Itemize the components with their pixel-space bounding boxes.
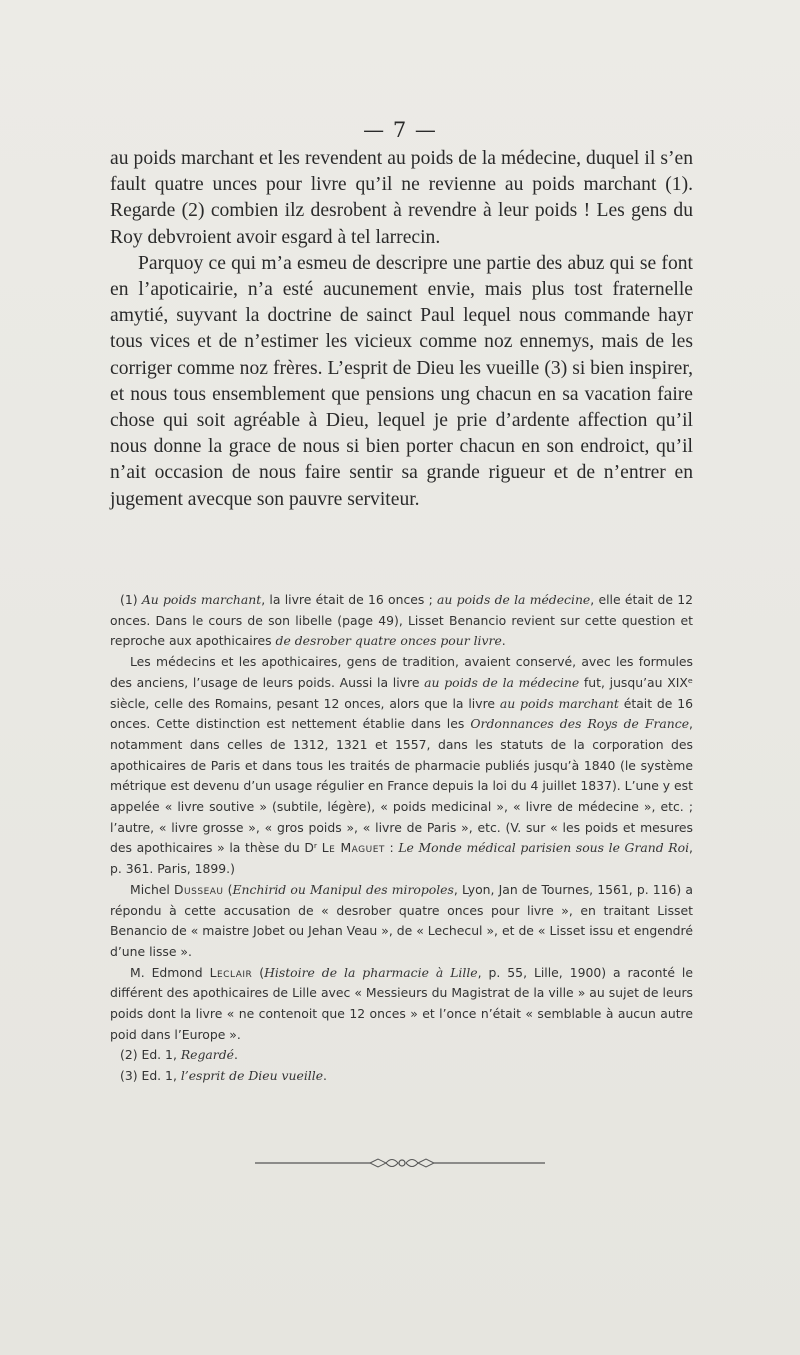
paragraph-1: au poids marchant et les revendent au poids de la médecine, duquel il s’en fault quatre unces pour livre qu’il ne revienne au poids marchant (1). Regarde (2) combien ilz desrobent à revendre à leur poids ! Les gens du Roy debvroient avoir esgard à tel larrecin. bbox=[110, 148, 693, 248]
footnote-1-paragraph-3: Michel Dusseau (Enchirid ou Manipul des miropoles, Lyon, Jan de Tournes, 1561, p. 116) a répondu à cette accusation de « desrober quatre onces pour livre », en traitant Lisset Benancio de « maistre Jobet ou Jehan Veau », de « Lechecul », et de « Lisset issu et engendré d’une lisse ». bbox=[110, 881, 693, 959]
footnote-1-paragraph-4: M. Edmond Leclair (Histoire de la pharmacie à Lille, p. 55, Lille, 1900) a raconté le différent des apothicaires de Lille avec « Messieurs du Magistrat de la ville » au sujet de leurs poids dont la livre « ne contenoit que 12 onces » et l’once n’était « semblable à aucun autre poid dans l’Europe ». bbox=[110, 964, 693, 1042]
page-number: — 7 — bbox=[363, 118, 437, 142]
footnote-1-paragraph-2: Les médecins et les apothicaires, gens de tradition, avaient conservé, avec les formules des anciens, l’usage de leurs poids. Aussi la livre au poids de la médecine fut, jusqu’au XIXᵉ siècle, celle des Romains, pesant 12 onces, alors que la livre au poids marchant était de 16 onces. Cette distinction est nettement établie dans les Ordonnances des Roys de France, notamment dans celles de 1312, 1321 et 1557, dans les statuts de la corporation des apothicaires de Paris et dans tous les traités de pharmacie publiés jusqu’à 1840 (le système métrique est devenu d’un usage régulier en France depuis la loi du 4 juillet 1837). L’une y est appelée « livre soutive » (subtile, légère), « poids medicinal », « livre de médecine », etc. ; l’autre, « livre grosse », « gros poids », « livre de Paris », etc. (V. sur « les poids et mesures des apothicaires » la thèse du Dʳ Le Maguet : Le Monde médical parisien sous le Grand Roi, p. 361. Paris, 1899.) bbox=[110, 654, 694, 877]
paragraph-2: Parquoy ce qui m’a esmeu de descripre une partie des abuz qui se font en l’apoticairie, n’a esté aucunement envie, mais plus tost fraternelle amytié, suyvant la doctrine de sainct Paul lequel nous commande hayr tous vices et de n’estimer les vicieux comme noz ennemys, mais de les corriger comme noz frères. L’esprit de Dieu les vueille (3) si bien inspirer, et nous tous ensemblement que pensions ung chacun en sa vacation faire chose qui soit agréable à Dieu, lequel je prie d’ardente affection qu’il nous donne la grace de nous si bien porter chacun en son endroict, qu’il n’ait occasion de nous faire sentir sa grande rigueur et de n’entrer en jugement avecque son pauvre serviteur. bbox=[110, 252, 693, 510]
main-text bbox=[110, 146, 693, 513]
footnote-1: (1) Au poids marchant, la livre était de 16 onces ; au poids de la médecine, elle était de 12 onces. Dans le cours de son libelle (page 49), Lisset Benancio revient sur cette question et reproche aux apothicaires de desrober quatre onces pour livre. bbox=[110, 592, 693, 649]
footnotes bbox=[110, 590, 693, 1087]
footnote-3: (3) Ed. 1, l’esprit de Dieu vueille. bbox=[120, 1068, 327, 1084]
footnote-2: (2) Ed. 1, Regardé. bbox=[120, 1047, 238, 1063]
ornament-divider-icon bbox=[255, 1153, 545, 1173]
